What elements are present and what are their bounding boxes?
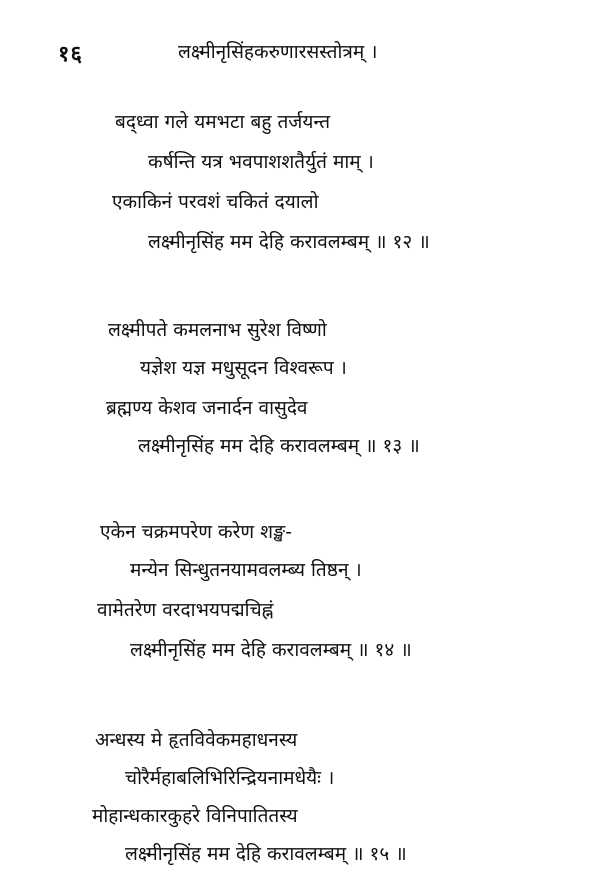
verse-refrain-line: लक्ष्मीनृसिंह मम देहि करावलम्बम् ॥ १४ ॥	[130, 639, 412, 661]
verse-line: कर्षन्ति यत्र भवपाशशतैर्युतं माम् ।	[148, 151, 374, 173]
verse-refrain-line: लक्ष्मीनृसिंह मम देहि करावलम्बम् ॥ १२ ॥	[148, 231, 430, 253]
verse-line: अन्धस्य मे हृतविवेकमहाधनस्य	[95, 729, 298, 751]
verse-line: एकेन चक्रमपरेण करेण शङ्ख-	[100, 521, 292, 543]
verse-line: एकाकिनं परवशं चकितं दयालो	[112, 191, 319, 213]
verse-line: ब्रह्मण्य केशव जनार्दन वासुदेव	[106, 397, 308, 419]
verse-line: लक्ष्मीपते कमलनाभ सुरेश विष्णो	[108, 319, 327, 341]
verse-line: चोरैर्महाबलिभिरिन्द्रियनामधेयैः ।	[125, 767, 335, 789]
running-title: लक्ष्मीनृसिंहकरुणारसस्तोत्रम् ।	[178, 41, 378, 63]
verse-line: मोहान्धकारकुहरे विनिपातितस्य	[92, 805, 298, 827]
page-number: १६	[58, 42, 83, 67]
verse-line: यज्ञेश यज्ञ मधुसूदन विश्वरूप ।	[140, 357, 347, 379]
verse-line: वामेतरेण वरदाभयपद्मचिह्नं	[97, 599, 274, 621]
verse-line: मन्येन सिन्धुतनयामवलम्ब्य तिष्ठन् ।	[130, 559, 362, 581]
verse-line: बद्ध्वा गले यमभटा बहु तर्जयन्त	[115, 111, 331, 133]
verse-refrain-line: लक्ष्मीनृसिंह मम देहि करावलम्बम् ॥ १५ ॥	[125, 843, 407, 865]
verse-refrain-line: लक्ष्मीनृसिंह मम देहि करावलम्बम् ॥ १३ ॥	[138, 435, 420, 457]
